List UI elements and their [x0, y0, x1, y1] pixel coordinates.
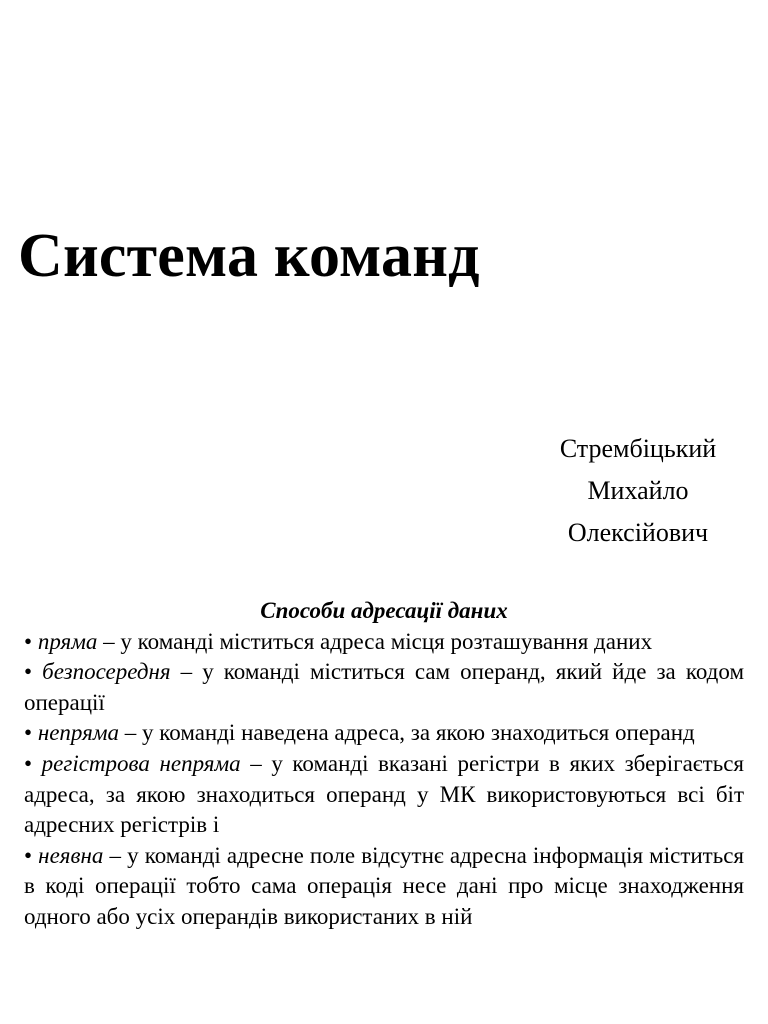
- item-text: – у команді вказані регістри в яких зберігається адреса, за якою знаходиться операнд у МК використовуються всі біт адресних регістрів і: [24, 750, 745, 838]
- item-term: непряма: [37, 720, 119, 746]
- list-item-register-indirect: [24, 749, 744, 841]
- section-heading: Способи адресації даних: [260, 598, 508, 623]
- author-block: [520, 428, 756, 554]
- item-term: безпосередня: [42, 659, 171, 685]
- bullet-icon: •: [24, 628, 33, 654]
- item-term: неявна: [38, 842, 104, 868]
- author-surname: Стрембіцький: [559, 434, 717, 463]
- item-text: – у команді міститься адреса місця розташування даних: [97, 628, 653, 654]
- list-item-immediate: [24, 657, 744, 718]
- list-item-direct: [24, 627, 744, 658]
- author-patronymic: Олексійович: [567, 518, 709, 547]
- list-item-implicit: [24, 841, 744, 933]
- item-text: – у команді міститься сам операнд, який йде за кодом операції: [24, 659, 745, 715]
- bullet-icon: •: [24, 842, 33, 868]
- item-text: – у команді адресне поле відсутнє адресна інформація міститься в коді операції тобто сама операція несе дані про місце знаходження одного або усіх операндів використаних в ній: [24, 842, 745, 929]
- bullet-icon: •: [24, 720, 33, 746]
- item-term: пряма: [37, 628, 98, 654]
- author-first-name: Михайло: [587, 476, 689, 505]
- addressing-section: [24, 596, 744, 933]
- item-term: регістрова непряма: [41, 750, 241, 776]
- page-title: Система команд: [18, 222, 480, 290]
- bullet-icon: •: [24, 750, 33, 776]
- item-text: – у команді наведена адреса, за якою знаходиться операнд: [119, 720, 695, 746]
- list-item-indirect: [24, 718, 744, 749]
- bullet-icon: •: [24, 659, 33, 685]
